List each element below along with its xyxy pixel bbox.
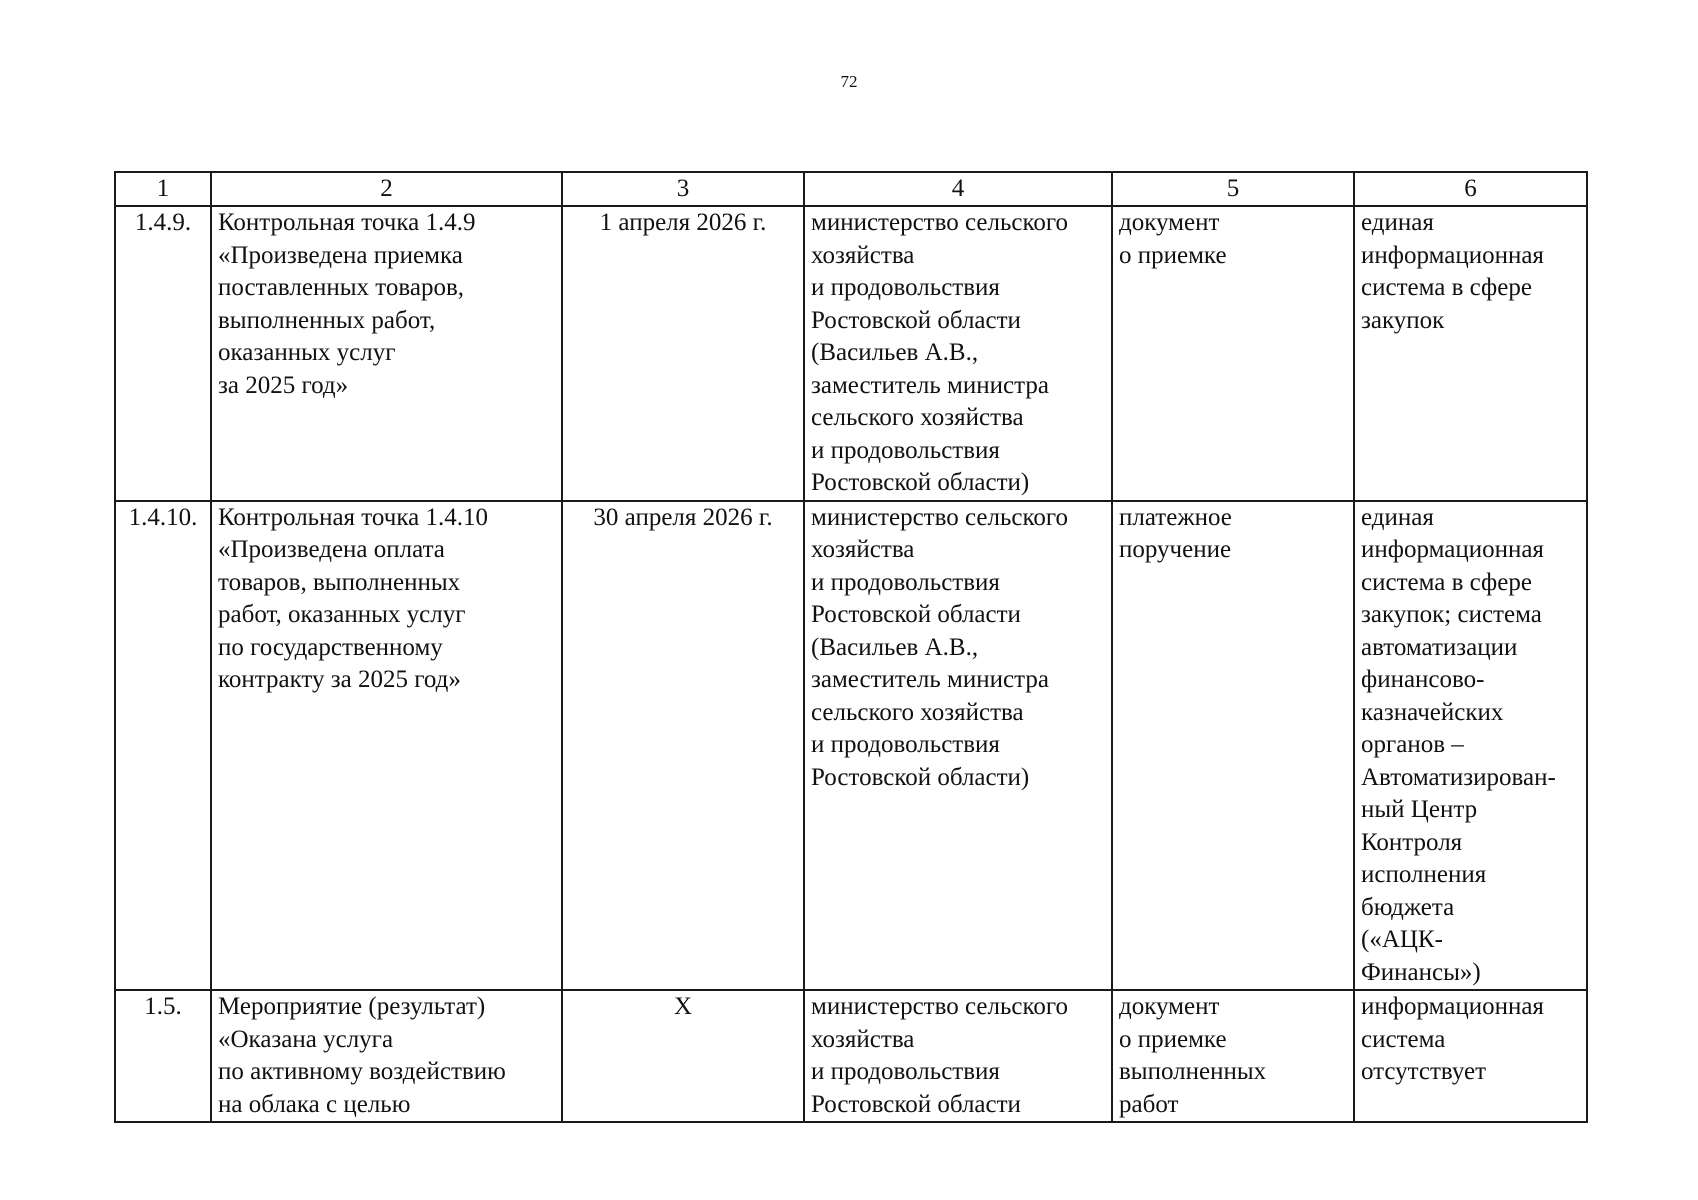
text-line: информационная (1361, 241, 1544, 269)
item-responsible (804, 990, 1112, 1122)
text-line: работ, оказанных услуг (218, 601, 466, 628)
text-line: Ростовской области) (811, 763, 1030, 791)
item-number-text: 1.5. (144, 993, 182, 1020)
column-header: 3 (562, 172, 804, 206)
item-document (1112, 206, 1354, 501)
text-line: казначейских (1361, 698, 1504, 726)
text-line: хозяйства (811, 1025, 915, 1053)
text-line: платежное (1119, 503, 1232, 531)
text-line: Контроля (1361, 828, 1463, 856)
text-line: и продовольствия (811, 274, 1000, 301)
text-line: закупок (1361, 306, 1445, 334)
text-line: заместитель министра (811, 371, 1049, 399)
text-line: работ (1119, 1090, 1179, 1118)
text-line: о приемке (1119, 241, 1227, 269)
text-line: за 2025 год» (218, 371, 349, 399)
text-line: «Произведена приемка (218, 241, 463, 269)
item-name (211, 990, 562, 1122)
text-line: бюджета (1361, 893, 1455, 921)
text-line: система в сфере (1361, 274, 1532, 301)
item-number (115, 990, 211, 1122)
item-date (562, 206, 804, 501)
item-document (1112, 990, 1354, 1122)
item-number (115, 501, 211, 991)
item-document (1112, 501, 1354, 991)
text-line: о приемке (1119, 1025, 1227, 1053)
text-line: министерство сельского (811, 209, 1068, 236)
item-date (562, 990, 804, 1122)
text-line: поручение (1119, 536, 1232, 563)
item-system (1354, 990, 1587, 1122)
text-line: Ростовской области) (811, 469, 1030, 496)
text-line: товаров, выполненных (218, 568, 461, 596)
text-line: Ростовской области (811, 306, 1021, 334)
text-line: документ (1119, 993, 1220, 1020)
text-line: министерство сельского (811, 503, 1068, 531)
text-line: единая (1361, 209, 1434, 236)
item-system (1354, 501, 1587, 991)
text-line: закупок; система (1361, 601, 1542, 628)
text-line: и продовольствия (811, 436, 1000, 464)
text-line: на облака с целью (218, 1090, 411, 1118)
text-line: по активному воздействию (218, 1058, 506, 1085)
text-line: система в сфере (1361, 568, 1532, 596)
text-line: Мероприятие (результат) (218, 993, 486, 1020)
text-line: и продовольствия (811, 1058, 1000, 1085)
text-line: оказанных услуг (218, 339, 396, 366)
item-date-text: X (673, 993, 693, 1020)
text-line: органов – (1361, 731, 1464, 758)
item-name (211, 501, 562, 991)
item-number-text: 1.4.10. (128, 503, 198, 531)
text-line: исполнения (1361, 861, 1487, 888)
item-responsible (804, 206, 1112, 501)
text-line: Контрольная точка 1.4.10 (218, 503, 488, 531)
text-line: информационная (1361, 536, 1544, 563)
text-line: единая (1361, 503, 1434, 531)
text-line: «Оказана услуга (218, 1025, 394, 1053)
item-date-text: 30 апреля 2026 г. (593, 503, 773, 531)
page-number: 72 (840, 72, 858, 91)
text-line: Автоматизирован- (1361, 763, 1556, 791)
text-line: и продовольствия (811, 731, 1000, 758)
text-line: контракту за 2025 год» (218, 666, 461, 693)
text-line: автоматизации (1361, 633, 1518, 661)
table-row (115, 206, 1587, 501)
text-line: (Васильев А.В., (811, 339, 979, 366)
text-line: выполненных работ, (218, 306, 436, 334)
text-line: финансово- (1361, 666, 1485, 693)
table-row (115, 990, 1587, 1122)
table-header-row (115, 172, 1587, 206)
item-date (562, 501, 804, 991)
item-number-text: 1.4.9. (134, 209, 192, 236)
text-line: «Произведена оплата (218, 536, 445, 563)
item-system (1354, 206, 1587, 501)
text-line: Контрольная точка 1.4.9 (218, 209, 476, 236)
column-header: 5 (1112, 172, 1354, 206)
text-line: (Васильев А.В., (811, 633, 979, 661)
control-points-table (114, 171, 1588, 1123)
text-line: хозяйства (811, 536, 915, 563)
item-responsible (804, 501, 1112, 991)
text-line: Ростовской области (811, 1090, 1021, 1118)
text-line: документ (1119, 209, 1220, 236)
text-line: Ростовской области (811, 601, 1021, 628)
text-line: министерство сельского (811, 993, 1068, 1020)
text-line: выполненных (1119, 1058, 1267, 1085)
text-line: и продовольствия (811, 568, 1000, 596)
column-header: 6 (1354, 172, 1587, 206)
item-date-text: 1 апреля 2026 г. (599, 209, 767, 236)
text-line: отсутствует (1361, 1058, 1487, 1085)
text-line: информационная (1361, 993, 1544, 1020)
text-line: Финансы») (1361, 958, 1481, 986)
text-line: система (1361, 1025, 1446, 1053)
text-line: сельского хозяйства (811, 404, 1024, 431)
table-row (115, 501, 1587, 991)
column-header: 4 (804, 172, 1112, 206)
item-number (115, 206, 211, 501)
text-line: ный Центр (1361, 796, 1478, 823)
text-line: по государственному (218, 633, 443, 661)
column-header: 2 (211, 172, 562, 206)
text-line: поставленных товаров, (218, 274, 464, 301)
text-line: хозяйства (811, 241, 915, 269)
text-line: заместитель министра (811, 666, 1049, 693)
item-name (211, 206, 562, 501)
text-line: сельского хозяйства (811, 698, 1024, 726)
text-line: («АЦК- (1361, 926, 1443, 953)
column-header: 1 (115, 172, 211, 206)
